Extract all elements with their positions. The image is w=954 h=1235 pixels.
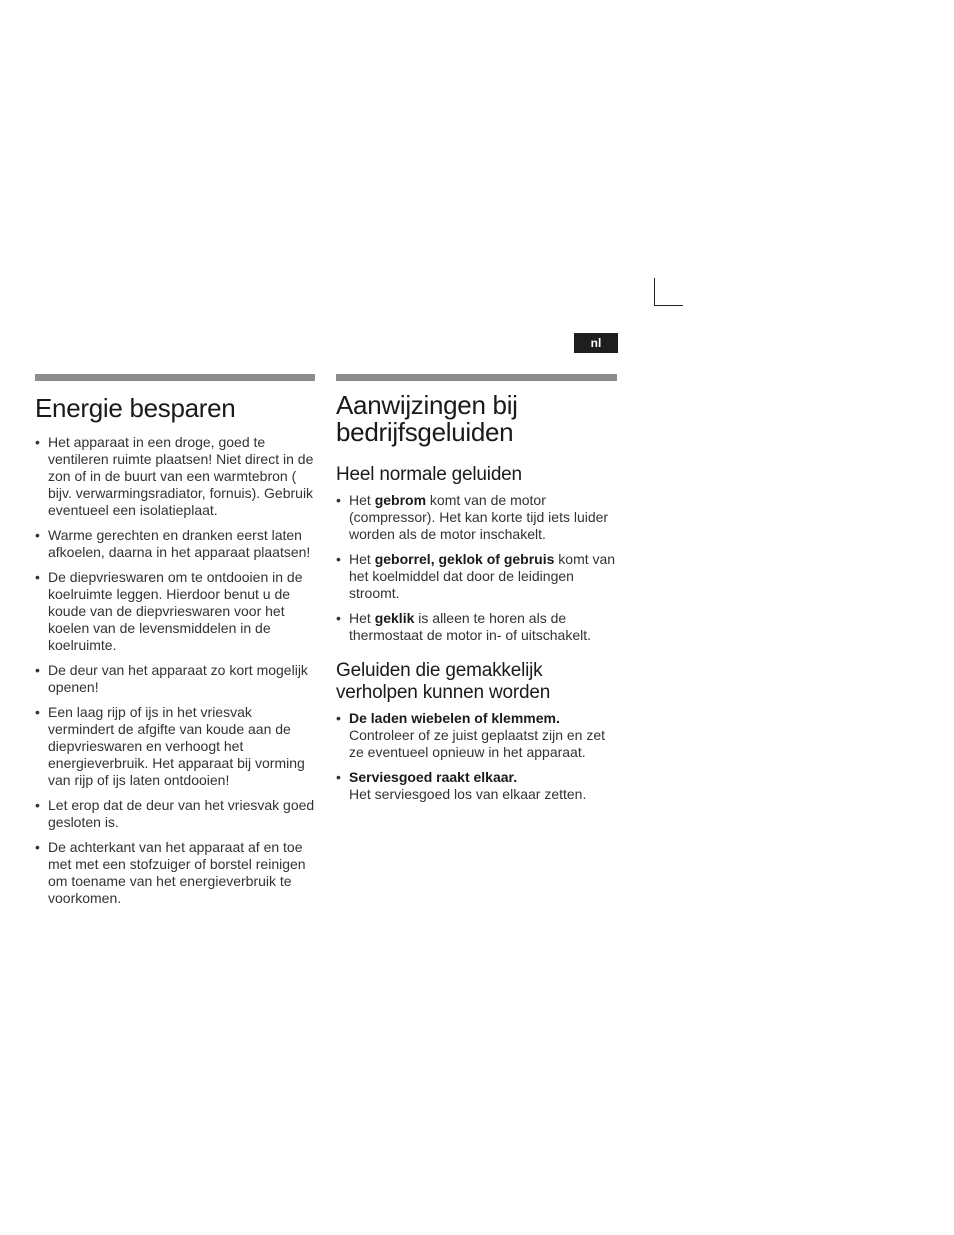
bold-term: • De laden wiebelen of klemmem. — [349, 710, 560, 726]
text: Het serviesgoed los van elkaar zetten. — [349, 786, 587, 802]
bold-term: • Serviesgoed raakt elkaar. — [349, 769, 518, 785]
section-rule — [35, 374, 315, 381]
normal-noises-list — [336, 492, 617, 644]
text: komt van het koelmiddel dat door de leidingen stroomt. — [349, 551, 616, 601]
energy-saving-section — [35, 374, 315, 915]
fixable-noises-list — [336, 710, 617, 803]
bold-term: geklik — [374, 610, 415, 626]
crop-mark-horizontal — [654, 305, 683, 306]
crop-mark-vertical — [654, 278, 655, 305]
text: Het — [349, 610, 375, 626]
list-item — [336, 551, 617, 602]
text: is alleen te horen als de thermostaat de motor in- of uitschakelt. — [349, 610, 591, 643]
list-item: • Let erop dat de deur van het vriesvak goed gesloten is. — [35, 797, 315, 831]
operating-noises-section — [336, 374, 617, 811]
text: Controleer of ze juist geplaatst zijn en zet ze eventueel opnieuw in het apparaat. — [349, 727, 606, 760]
section-title: Energie besparen — [35, 393, 236, 423]
list-item — [336, 610, 617, 644]
subsection-heading-normal-noises: Heel normale geluiden — [336, 464, 522, 485]
subsection-heading-fixable-noises: Geluiden die gemakkelijk verholpen kunnen worden — [336, 660, 551, 703]
bold-term: gebrom — [374, 492, 427, 508]
energy-tips-list — [35, 434, 315, 907]
list-item — [336, 492, 617, 543]
language-tab: nl — [574, 333, 618, 353]
text: Het — [349, 551, 375, 567]
list-item — [336, 769, 617, 803]
list-item: • De achterkant van het apparaat af en toe met met een stofzuiger of borstel reinigen om toename van het energieverbruik te voorkomen. — [35, 839, 315, 907]
list-item: • Een laag rijp of ijs in het vriesvak vermindert de afgifte van koude aan de diepvrieswaren en verhoogt het energieverbruik. Het apparaat bij vorming van rijp of ijs laten ontdooien! — [35, 704, 315, 789]
list-item: • De diepvrieswaren om te ontdooien in de koelruimte leggen. Hierdoor benut u de koude van de diepvrieswaren voor het koelen van de levensmiddelen in de koelruimte. — [35, 569, 315, 654]
section-rule — [336, 374, 617, 381]
list-item: • Warme gerechten en dranken eerst laten afkoelen, daarna in het apparaat plaatsen! — [35, 527, 315, 561]
list-item: • Het apparaat in een droge, goed te ventileren ruimte plaatsen! Niet direct in de zon of in de buurt van een warmtebron ( bijv. verwarmingsradiator, fornuis). Gebruik eventueel een isolatieplaat. — [35, 434, 315, 519]
bold-term: geborrel, geklok of gebruis — [374, 551, 555, 567]
section-title: Aanwijzingen bij bedrijfsgeluiden — [336, 390, 518, 447]
list-item — [336, 710, 617, 761]
text: Het — [349, 492, 375, 508]
list-item: • De deur van het apparaat zo kort mogelijk openen! — [35, 662, 315, 696]
text: komt van de motor (compressor). Het kan korte tijd iets luider worden als de motor inschakelt. — [349, 492, 609, 542]
